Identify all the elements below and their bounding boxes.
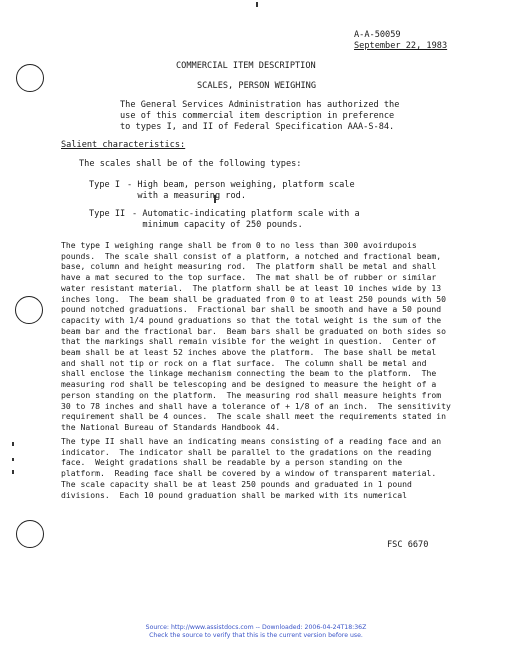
type-description: minimum capacity of 250 pounds. bbox=[132, 220, 303, 230]
paragraph-line: person standing on the platform. The measuring rod shall measure heights from bbox=[61, 389, 442, 400]
paragraph-line: base, column and height measuring rod. The platform shall be metal and shall bbox=[61, 261, 437, 272]
paragraph-line: indicator. The indicator shall be parallel to the gradations on the reading bbox=[61, 446, 432, 457]
paragraph-line: The type II shall have an indicating means consisting of a reading face and an bbox=[61, 436, 442, 446]
paragraph-line: pounds. The scale shall consist of a platform, a notched and fractional beam, bbox=[61, 250, 442, 261]
scan-mark bbox=[256, 2, 258, 7]
paragraph-line: requirement shall be 4 ounces. The scale shall meet the requirements stated in bbox=[61, 411, 446, 422]
paragraph-line: pound notched graduations. Fractional bar shall be smooth and have a 50 pound bbox=[61, 304, 442, 315]
paragraph-line: beam bar and the fractional bar. Beam bars shall be graduated on both sides so bbox=[61, 325, 446, 336]
footer-check-line: Check the source to verify that this is the current version before use. bbox=[149, 631, 363, 639]
section-heading: Salient characteristics: bbox=[61, 140, 186, 150]
paragraph-line: divisions. Each 10 pound graduation shall be marked with its numerical bbox=[61, 489, 407, 500]
paragraph-line: measuring rod shall be telescoping and be designed to measure the height of a bbox=[61, 379, 437, 390]
type-ii-paragraph bbox=[61, 436, 461, 500]
type-description: - High beam, person weighing, platform scale bbox=[127, 180, 355, 190]
binder-hole-top bbox=[16, 64, 44, 92]
scan-mark bbox=[12, 458, 14, 461]
paragraph-line: inches long. The beam shall be graduated from 0 to at least 250 pounds with 50 bbox=[61, 293, 446, 304]
paragraph-line: 30 to 78 inches and shall have a tolerance of + 1/8 of an inch. The sensitivity bbox=[61, 400, 451, 411]
document-date: September 22, 1983 bbox=[354, 41, 448, 51]
paragraph-line: platform. Reading face shall be covered by a window of transparent material. bbox=[61, 468, 437, 479]
type-description: with a measuring rod. bbox=[127, 191, 246, 201]
paragraph-line: and shall not tip or rock on a flat surface. The column shall be metal and bbox=[61, 357, 427, 368]
paragraph-line: water resistant material. The platform shall be at least 10 inches wide by 13 bbox=[61, 282, 442, 293]
type-label: Type II bbox=[89, 209, 126, 219]
paragraph-line: beam shall be at least 52 inches above the platform. The base shall be metal bbox=[61, 347, 437, 358]
paragraph-line: the National Bureau of Standards Handbook 44. bbox=[61, 421, 281, 432]
paragraph-line: The type I weighing range shall be from 0 to no less than 300 avoirdupois bbox=[61, 240, 417, 250]
intro-line: use of this commercial item description in preference bbox=[120, 111, 395, 121]
source-footer bbox=[0, 624, 512, 639]
paragraph-line: that the markings shall remain visible for the weight in question. Center of bbox=[61, 336, 437, 347]
scan-mark bbox=[12, 442, 14, 446]
type-label: Type I bbox=[89, 180, 121, 190]
paragraph-line: face. Weight gradations shall be readable by a person standing on the bbox=[61, 457, 403, 468]
intro-line: to types I, and II of Federal Specification AAA-S-84. bbox=[120, 122, 395, 132]
paragraph-line: have a mat secured to the top surface. The mat shall be of rubber or similar bbox=[61, 272, 437, 283]
document-number: A-A-50059 bbox=[354, 30, 401, 40]
document-title: COMMERCIAL ITEM DESCRIPTION bbox=[176, 61, 316, 71]
type-i-paragraph bbox=[61, 240, 461, 433]
paragraph-line: shall enclose the linkage mechanism connecting the beam to the platform. The bbox=[61, 368, 437, 379]
binder-hole-middle bbox=[15, 296, 43, 324]
paragraph-line: capacity with 1/4 pound graduations so that the total weight is the sum of the bbox=[61, 314, 442, 325]
fsc-code: FSC 6670 bbox=[387, 540, 429, 550]
footer-source-line: Source: http://www.assistdocs.com -- Downloaded: 2006-04-24T18:36Z bbox=[145, 624, 367, 631]
intro-line: The General Services Administration has authorized the bbox=[120, 100, 400, 110]
binder-hole-bottom bbox=[16, 520, 44, 548]
type-description: - Automatic-indicating platform scale with a bbox=[132, 209, 360, 219]
document-subtitle: SCALES, PERSON WEIGHING bbox=[197, 81, 316, 91]
scan-mark bbox=[12, 470, 14, 474]
types-intro: The scales shall be of the following types: bbox=[79, 159, 302, 169]
paragraph-line: The scale capacity shall be at least 250 pounds and graduated in 1 pound bbox=[61, 478, 412, 489]
